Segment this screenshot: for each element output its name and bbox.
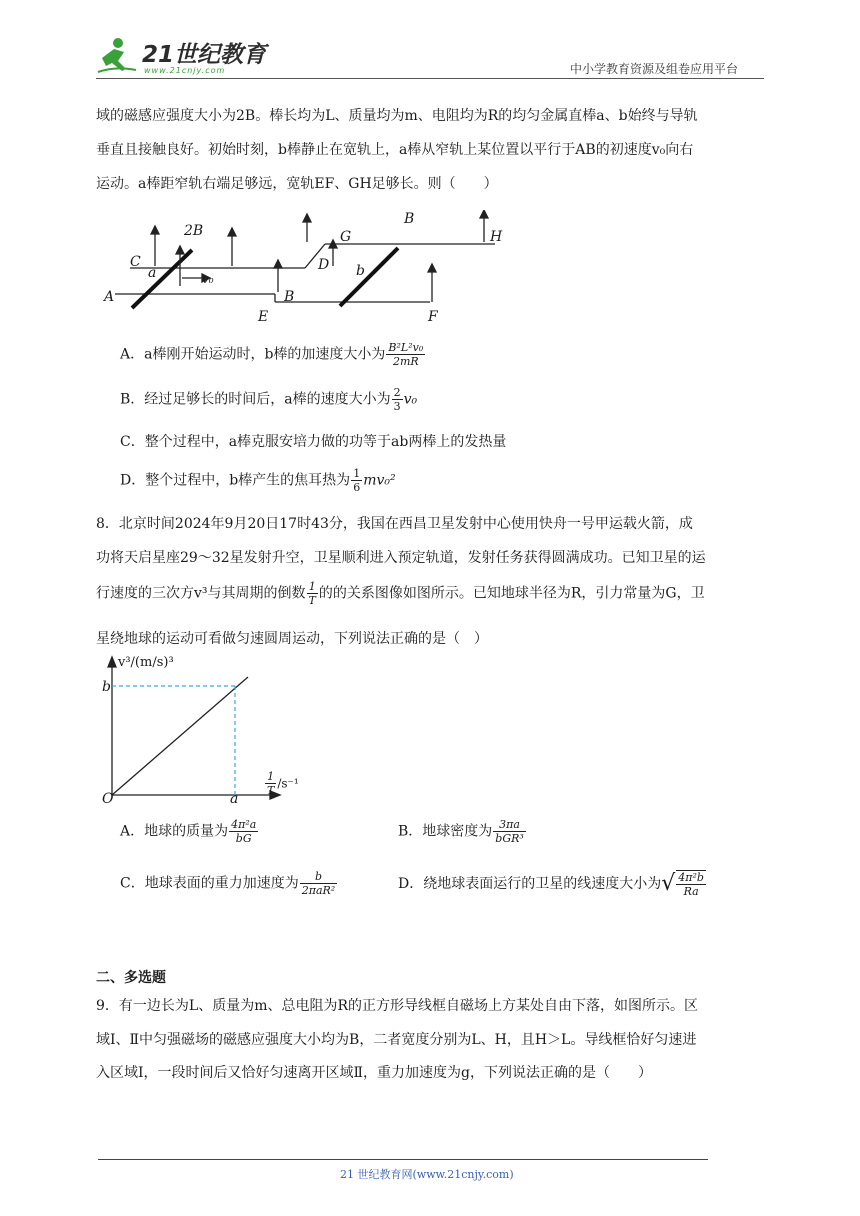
fig-label-b: b: [356, 263, 365, 279]
footer-divider: [98, 1159, 708, 1160]
fig-label-B-top: B: [404, 211, 415, 227]
q8-line-3: 行速度的三次方v³与其周期的倒数 $\frac{1}{T}$ 的的关系图像如图所示。已知地球半径为R，引力常量为G，卫: [96, 580, 705, 607]
q8-inverse-T-fraction: $\frac{1}{T}$: [308, 580, 316, 607]
sqrt-icon: √: [661, 871, 676, 896]
q7-option-b-fraction: $\frac{2}{3}$: [393, 386, 401, 413]
fig-label-D: D: [318, 257, 330, 273]
graph-origin-label: O: [102, 791, 114, 807]
header-divider: [96, 78, 764, 79]
fig-label-a: a: [148, 265, 157, 281]
fig-label-v0: v₀: [202, 272, 214, 286]
logo-url: www.21cnjy.com: [144, 66, 226, 75]
q8-option-c: C．地球表面的重力加速度为 $\frac{b}{\text{2πaR²}}$: [120, 870, 336, 897]
section-title: 二、多选题: [96, 970, 166, 986]
fig-label-F: F: [428, 309, 438, 325]
q7-option-a: A．a棒刚开始运动时，b棒的加速度大小为 $\frac{\text{B²L²v₀}}{2mR}$: [120, 341, 424, 368]
fig-label-C: C: [130, 254, 141, 270]
q9-line-2: 域Ⅰ、Ⅱ中匀强磁场的磁感应强度大小均为B，二者宽度分别为L、H，且H＞L。导线框恰好匀速进: [96, 1032, 697, 1048]
logo-text: 21世纪教育: [142, 42, 267, 68]
q7-option-d: D．整个过程中，b棒产生的焦耳热为 $\frac{1}{6}$ mv₀²: [120, 467, 396, 494]
fig-label-2B: 2B: [184, 223, 204, 239]
fig-label-B-mid: B: [284, 289, 295, 305]
q7-option-b: B．经过足够长的时间后，a棒的速度大小为 $\frac{2}{3}$ v₀: [120, 386, 418, 413]
graph-x-label: $\frac{1}{T}$ /s⁻¹: [267, 770, 299, 797]
header-logo: [96, 36, 266, 80]
q7-line-3: 运动。a棒距窄轨右端足够远，宽轨EF、GH足够长。则（ ）: [96, 176, 498, 192]
q9-line-3: 入区域Ⅰ，一段时间后又恰好匀速离开区域Ⅱ，重力加速度为g，下列说法正确的是（ ）: [96, 1065, 653, 1081]
q7-option-a-fraction: $\frac{\text{B²L²v₀}}{2mR}$: [388, 341, 424, 368]
q8-option-b: B．地球密度为 $\frac{3\pi a}{\text{bGR³}}$: [398, 818, 524, 845]
graph-y-label: v³/(m/s)³: [118, 655, 174, 670]
header-right-text: 中小学教育资源及组卷应用平台: [570, 62, 739, 76]
fig-label-H: H: [490, 229, 503, 245]
q8-option-d: D．绕地球表面运行的卫星的线速度大小为√ $\frac{\text{4π²b}}{Ra}$: [398, 871, 704, 898]
rail-diagram: [100, 210, 520, 330]
q7-line-2: 垂直且接触良好。初始时刻，b棒静止在宽轨上，a棒从窄轨上某位置以平行于AB的初速度v₀向右: [96, 142, 694, 158]
q7-option-c: C．整个过程中，a棒克服安培力做的功等于ab两棒上的发热量: [120, 434, 507, 450]
fig-label-A: A: [104, 289, 115, 305]
fig-label-E: E: [258, 309, 269, 325]
q9-line-1: 9．有一边长为L、质量为m、总电阻为R的正方形导线框自磁场上方某处自由下落，如图所示。区: [96, 998, 699, 1014]
graph-a-label: a: [230, 791, 239, 807]
q7-option-d-fraction: $\frac{1}{6}$: [353, 467, 361, 494]
q7-line-1: 域的磁感应强度大小为2B。棒长均为L、质量均为m、电阻均为R的均匀金属直棒a、b始终与导轨: [96, 108, 698, 124]
fig-label-G: G: [340, 229, 352, 245]
q8-option-a: A．地球的质量为 $\frac{\text{4π²a}}{bG}$: [120, 818, 257, 845]
graph-b-label: b: [102, 679, 111, 695]
footer-text: 21 世纪教育网(www.21cnjy.com): [340, 1168, 514, 1181]
q8-line-1: 8．北京时间2024年9月20日17时43分，我国在西昌卫星发射中心使用快舟一号甲运载火箭，成: [96, 516, 693, 532]
q8-line-4: 星绕地球的运动可看做匀速圆周运动，下列说法正确的是（ ）: [96, 631, 488, 647]
q8-line-2: 功将天启星座29～32星发射升空，卫星顺利进入预定轨道，发射任务获得圆满成功。已知卫星的运: [96, 550, 706, 566]
